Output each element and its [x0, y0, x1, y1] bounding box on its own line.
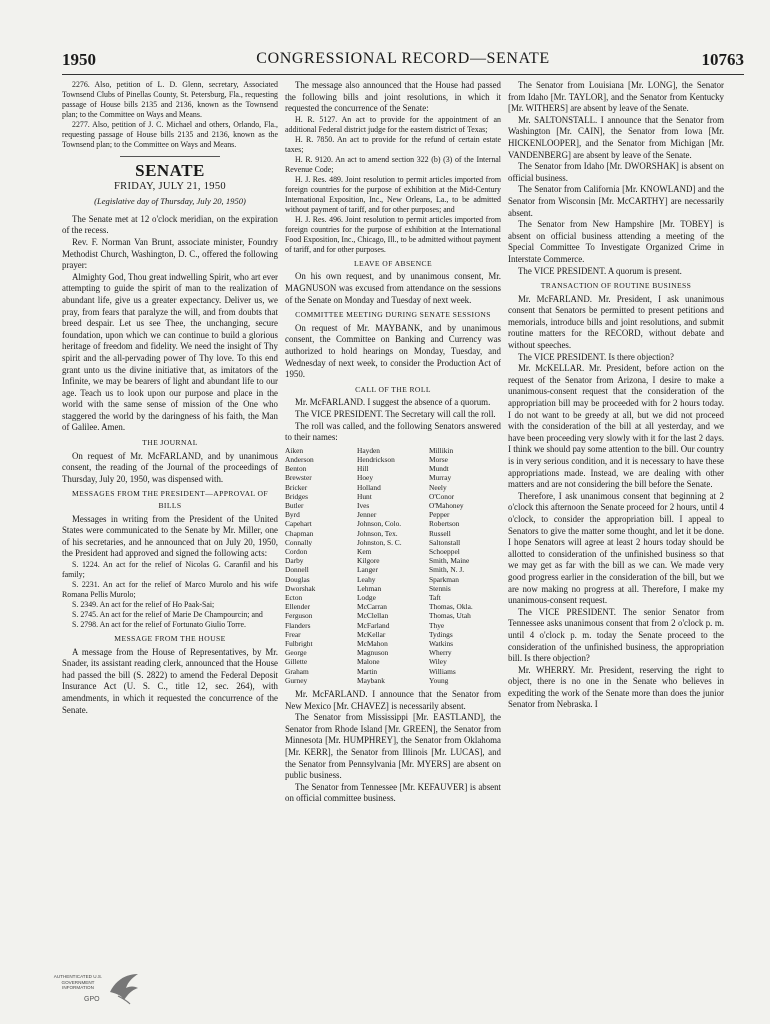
senator-name: Benton	[285, 464, 307, 474]
senator-name: Thomas, Utah	[429, 611, 471, 621]
act-item: S. 1224. An act for the relief of Nicolas G. Caranfil and his family;	[62, 560, 278, 579]
paragraph: Mr. McFARLAND. Mr. President, I ask unanimous consent that Senators be permitted to present petitions and memorials, introduce bills and joint resolutions, and submit routine matters for the RECORD, without debate and without speeches.	[508, 293, 724, 351]
paragraph: The VICE PRESIDENT. A quorum is present.	[518, 265, 682, 276]
column-2	[285, 80, 501, 940]
senator-name: Smith, Maine	[429, 556, 470, 566]
senator-name: Bridges	[285, 491, 308, 501]
senator-name: Young	[429, 675, 449, 685]
paragraph: Rev. F. Norman Van Brunt, associate minister, Foundry Methodist Church, Washington, D. C., offered the following prayer:	[62, 236, 278, 271]
senator-name: McMahon	[357, 638, 388, 648]
paragraph: Mr. McFARLAND. I announce that the Senator from New Mexico [Mr. CHAVEZ] is necessarily absent.	[285, 688, 501, 711]
senator-name: Hill	[357, 464, 369, 474]
page-header	[62, 50, 744, 72]
senator-name: Aiken	[285, 445, 304, 455]
senator-name: Magnuson	[357, 648, 389, 658]
senator-name: Capehart	[285, 519, 312, 529]
senator-name: Tydings	[429, 629, 453, 639]
senator-name: Johnson, Tex.	[357, 528, 398, 538]
senator-name: Graham	[285, 666, 309, 676]
senator-name: Schoeppel	[429, 546, 460, 556]
senator-name: Morse	[429, 454, 448, 464]
paragraph: The Senate met at 12 o'clock meridian, on the expiration of the recess.	[62, 213, 278, 236]
senator-name: Kem	[357, 546, 372, 556]
senator-name: Saltonstall	[429, 537, 461, 547]
senator-name: Ferguson	[285, 611, 313, 621]
paragraph: The roll was called, and the following Senators answered to their names:	[285, 420, 501, 443]
paragraph: On request of Mr. McFARLAND, and by unanimous consent, the reading of the Journal of the proceedings of Thursday, July 20, 1950, was dispensed with.	[62, 450, 278, 484]
legislative-day: (Legislative day of Thursday, July 20, 1950)	[94, 196, 246, 207]
senator-name: Millikin	[429, 445, 454, 455]
paragraph: The VICE PRESIDENT. The senior Senator from Tennessee asks unanimous consent that from 2 o'clock p. m. until 4 o'clock p. m. today the Senate proceed to the consideration of the unfinished business, the appropriation bill. Is there objection?	[508, 606, 724, 664]
senator-name: Thye	[429, 620, 445, 630]
senator-roll-list	[285, 446, 501, 685]
paragraph: On his own request, and by unanimous consent, Mr. MAGNUSON was excused from attendance on the sessions of the Senate on Monday and Tuesday of next week.	[285, 271, 501, 305]
senator-name: Donnell	[285, 565, 309, 575]
senator-name: Ellender	[285, 602, 311, 612]
act-item: S. 2745. An act for the relief of Marie De Champourcin; and	[72, 610, 263, 619]
prayer: Almighty God, Thou great indwelling Spirit, who art ever attempting to guide the spirit of man to the realization of abundant life, give us a greater expectancy. Deliver us, we pray, from fears that paralyze the will, and from doubts that breed despair. Let us see Thee, the unchanging, secure foundation, upon which we can continue to build a glorious heritage of freedom and fidelity. We need the insight of Thy spirit and the all-pervading power of Thy love. To this end grant unto us the divine initiative that, as imitators of the Infinite, we may be bearers of light and abundant life to our age. Teach us to look upon our purpose and place in the world with the same sense of mission of the One who staggered the world by the daringness of his faith, the Man of Galilee. Amen.	[62, 271, 278, 433]
senator-name: Malone	[357, 657, 380, 667]
senator-name: McCarran	[357, 602, 387, 612]
senator-name: Johnston, S. C.	[357, 537, 402, 547]
section-heading: THE JOURNAL	[142, 438, 198, 448]
section-title: SENATE	[135, 161, 205, 180]
senator-name: Lodge	[357, 592, 376, 602]
senator-name: Langer	[357, 565, 378, 575]
senator-name: Hoey	[357, 473, 374, 483]
act-item: S. 2231. An act for the relief of Marco Murolo and his wife Romana Pellis Murolo;	[62, 580, 278, 599]
paragraph: Mr. McFARLAND. I suggest the absence of a quorum.	[295, 397, 491, 408]
senator-name: McKellar	[357, 629, 386, 639]
dateline: FRIDAY, JULY 21, 1950	[114, 180, 226, 192]
senator-name: O'Mahoney	[429, 500, 464, 510]
bill-item: H. J. Res. 489. Joint resolution to permit articles imported from foreign countries for the purpose of exhibition at the Mid-Century International Exposition, Inc., New Orleans, La., to be admitted without payment of tariff, and for other purposes; and	[285, 174, 501, 214]
senator-name: Chapman	[285, 528, 314, 538]
senator-name: Ives	[357, 500, 370, 510]
paragraph: The Senator from New Hampshire [Mr. TOBEY] is absent on official business attending a meeting of the Special Committee To Investigate Organized Crime in Interstate Commerce.	[508, 219, 724, 264]
paragraph: Mr. McKELLAR. Mr. President, before action on the request of the Senator from Arizona, I desire to make a unanimous-consent request that the consideration of the appropriation bill may be proceeded with for 2 hours today. I do not want to be greedy at all, but we did not proceed with the consideration of the bill at all yesterday, and we have been proceeding very slowly with it for the last 2 days. I think we should pay some attention to the bill. Our country is in very serious condition, and it is necessary to have these appropriations made. Instead, we are dealing with other matters and are not considering the bill before the Senate.	[508, 363, 724, 490]
header-rule	[62, 74, 744, 75]
senator-name: Mundt	[429, 464, 449, 474]
paragraph: Mr. WHERRY. Mr. President, reserving the right to object, there is no one in the Senate who believes in expediting the work of the Senate more than does the junior Senator from Nebraska. I	[508, 664, 724, 710]
paragraph: The message also announced that the House had passed the following bills and joint resolutions, in which it requested the concurrence of the Senate:	[285, 80, 501, 114]
paragraph: The Senator from Mississippi [Mr. EASTLAND], the Senator from Rhode Island [Mr. GREEN], the Senator from Minnesota [Mr. HUMPHREY], the Senator from Oklahoma [Mr. KERR], the Senator from Illinois [Mr. LUCAS], and the Senator from Pennsylvania [Mr. MYERS] are absent on public business.	[285, 712, 501, 781]
senator-name: Flanders	[285, 620, 311, 630]
year: 1950	[62, 50, 96, 69]
column-3	[508, 80, 724, 940]
senator-name: Dworshak	[285, 583, 316, 593]
paragraph: The Senator from Idaho [Mr. DWORSHAK] is absent on official business.	[508, 161, 724, 183]
senator-name: Robertson	[429, 519, 460, 529]
seal-gpo-label: GPO	[84, 996, 100, 1003]
senator-name: Darby	[285, 556, 304, 566]
section-divider	[120, 156, 220, 157]
senator-name: Frear	[285, 629, 301, 639]
senator-name: Wiley	[429, 657, 447, 667]
senator-name: Watkins	[429, 638, 454, 648]
senator-name: Bricker	[285, 482, 308, 492]
senator-name: Douglas	[285, 574, 310, 584]
publication-title: CONGRESSIONAL RECORD—SENATE	[256, 50, 550, 67]
senator-name: Hunt	[357, 491, 372, 501]
section-heading: COMMITTEE MEETING DURING SENATE SESSIONS	[295, 310, 491, 320]
section-heading: TRANSACTION OF ROUTINE BUSINESS	[540, 281, 692, 291]
senator-name: Kilgore	[357, 556, 380, 566]
paragraph: The VICE PRESIDENT. Is there objection?	[518, 351, 674, 362]
bill-item: H. J. Res. 496. Joint resolution to permit articles imported from foreign countries for the purpose of exhibition at the International Food Exposition, Inc., Chicago, Ill., to be admitted without payment of tariff, and for other purposes.	[285, 214, 501, 254]
senator-name: Sparkman	[429, 574, 459, 584]
senator-name: Williams	[429, 666, 456, 676]
seal-caption: AUTHENTICATED U.S. GOVERNMENT INFORMATION	[53, 974, 103, 991]
senator-name: Brewster	[285, 473, 312, 483]
senator-name: Russell	[429, 528, 451, 538]
senator-name: Leahy	[357, 574, 376, 584]
act-item: S. 2349. An act for the relief of Ho Paak-Sai;	[72, 600, 215, 609]
senator-name: Pepper	[429, 510, 450, 520]
senator-name: Thomas, Okla.	[429, 602, 473, 612]
section-heading: MESSAGES FROM THE PRESIDENT—APPROVAL OF BILLS	[71, 489, 269, 511]
senator-name: Butler	[285, 500, 304, 510]
senator-name: Gurney	[285, 675, 308, 685]
paragraph: The Senator from California [Mr. KNOWLAND] and the Senator from Wisconsin [Mr. McCARTHY] are necessarily absent.	[508, 184, 724, 218]
bill-item: H. R. 5127. An act to provide for the appointment of an additional Federal district judge for the eastern district of Texas;	[285, 114, 501, 134]
senator-name: Maybank	[357, 675, 385, 685]
paragraph: The Senator from Tennessee [Mr. KEFAUVER] is absent on official committee business.	[285, 781, 501, 804]
senator-name: Stennis	[429, 583, 451, 593]
section-heading: MESSAGE FROM THE HOUSE	[114, 634, 226, 643]
petition: 2277. Also, petition of J. C. Michael and others, Orlando, Fla., requesting passage of House bills 2135 and 2136, known as the Townsend plan; to the Committee on Ways and Means.	[62, 120, 278, 149]
senator-name: Hendrickson	[357, 454, 395, 464]
section-heading: CALL OF THE ROLL	[355, 384, 431, 394]
senator-name: Hayden	[357, 445, 380, 455]
senator-name: Gillette	[285, 657, 308, 667]
paragraph: Therefore, I ask unanimous consent that beginning at 2 o'clock this afternoon the Senate proceed for 2 hours, until 4 o'clock, to consider the appropriation bill. I appeal to Senators to give the matter some thought, and let it be done. I hope Senators will agree at least 2 hours today should be allotted to consideration of the unfinished business so that we may get as far with the bill as we can. We made very good progress earlier in the consideration of the bill, but we are now making no progress at all. Therefore, I make my unanimous-consent request.	[508, 490, 724, 606]
senator-name: McFarland	[357, 620, 390, 630]
bill-item: H. R. 9120. An act to amend section 322 (b) (3) of the Internal Revenue Code;	[285, 154, 501, 174]
senator-name: Fulbright	[285, 638, 313, 648]
senator-name: Johnson, Colo.	[357, 519, 402, 529]
senator-name: O'Conor	[429, 491, 455, 501]
senator-name: Smith, N. J.	[429, 565, 465, 575]
senator-name: Ecton	[285, 592, 303, 602]
senator-name: Neely	[429, 482, 447, 492]
senator-name: George	[285, 648, 307, 658]
paragraph: Mr. SALTONSTALL. I announce that the Senator from Washington [Mr. CAIN], the Senator from Iowa [Mr. HICKENLOOPER], and the Senator from Michigan [Mr. VANDENBERG] are absent by leave of the Senate.	[508, 114, 724, 160]
authentication-seal	[48, 968, 148, 1008]
senator-name: Lehman	[357, 583, 382, 593]
section-heading: LEAVE OF ABSENCE	[354, 258, 432, 268]
page-number: 10763	[701, 50, 744, 69]
senator-name: Jenner	[357, 510, 377, 520]
act-item: S. 2798. An act for the relief of Fortunato Giulio Torre.	[72, 620, 246, 629]
paragraph: On request of Mr. MAYBANK, and by unanimous consent, the Committee on Banking and Currency was authorized to hold hearings on Monday, Tuesday, and Wednesday of next week, to consider the Production Act of 1950.	[285, 322, 501, 380]
senator-name: Wherry	[429, 648, 452, 658]
senator-name: Martin	[357, 666, 378, 676]
senator-name: Taft	[429, 592, 441, 602]
column-1	[62, 80, 278, 940]
bill-item: H. R. 7850. An act to provide for the refund of certain estate taxes;	[285, 134, 501, 154]
petition: 2276. Also, petition of L. D. Glenn, secretary, Associated Townsend Clubs of Pinellas County, St. Petersburg, Fla., requesting passage of House bills 2135 and 2136, known as the Townsend plan; to the Committee on Ways and Means.	[62, 80, 278, 119]
senator-name: McClellan	[357, 611, 389, 621]
eagle-seal-icon	[104, 970, 144, 1006]
senator-name: Cordon	[285, 546, 308, 556]
senator-name: Anderson	[285, 454, 314, 464]
paragraph: A message from the House of Representatives, by Mr. Snader, its assistant reading clerk, announced that the House had passed the bill (S. 2822) to amend the Federal Deposit Insurance Act (U. S. C., title 12, sec. 264), with amendments, in which it requested the concurrence of the Senate.	[62, 646, 278, 715]
paragraph: Messages in writing from the President of the United States were communicated to the Senate by Mr. Miller, one of his secretaries, and he announced that on July 20, 1950, the President had approved and signed the following acts:	[62, 513, 278, 559]
senator-name: Byrd	[285, 510, 300, 520]
senator-name: Connally	[285, 537, 313, 547]
senator-name: Holland	[357, 482, 381, 492]
paragraph: The VICE PRESIDENT. The Secretary will call the roll.	[295, 408, 496, 419]
senator-name: Murray	[429, 473, 452, 483]
paragraph: The Senator from Louisiana [Mr. LONG], the Senator from Idaho [Mr. TAYLOR], and the Senator from Kentucky [Mr. WITHERS] are absent by leave of the Senate.	[508, 80, 724, 114]
